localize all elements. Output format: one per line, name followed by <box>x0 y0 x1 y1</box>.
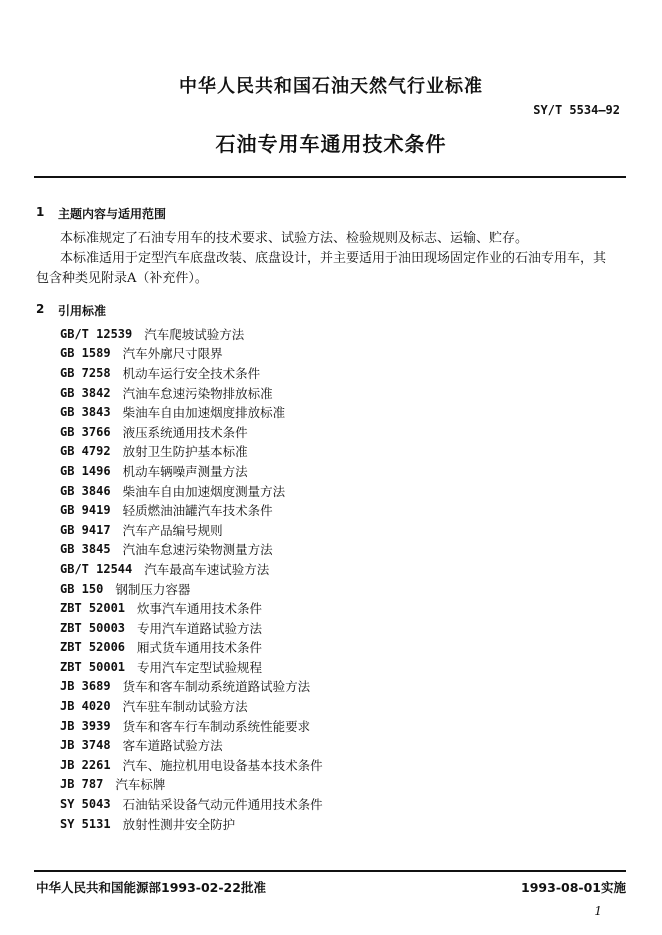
reference-title: 厢式货车通用技术条件 <box>137 640 263 656</box>
reference-title: 钢制压力容器 <box>115 581 191 597</box>
reference-code: JB 3939 <box>60 718 111 733</box>
reference-item <box>60 775 323 795</box>
reference-item <box>60 735 323 755</box>
reference-item <box>60 638 323 658</box>
reference-title: 货车和客车制动系统道路试验方法 <box>122 679 311 695</box>
reference-title: 汽车标牌 <box>115 777 166 793</box>
reference-title: 柴油车自由加速烟度排放标准 <box>122 405 286 421</box>
page-number: 1 <box>594 904 602 918</box>
reference-code: SY 5131 <box>60 816 111 831</box>
reference-item <box>60 520 323 540</box>
reference-title: 专用汽车道路试验方法 <box>137 620 263 636</box>
document-title: 石油专用车通用技术条件 <box>215 132 447 156</box>
reference-code: GB 9419 <box>60 503 111 518</box>
reference-code: JB 3748 <box>60 738 111 753</box>
reference-item <box>60 442 323 462</box>
reference-item <box>60 618 323 638</box>
reference-title: 柴油车自由加速烟度测量方法 <box>122 483 286 499</box>
reference-code: ZBT 50001 <box>60 659 126 674</box>
reference-code: JB 787 <box>60 777 104 792</box>
referenced-standards-list <box>60 324 323 833</box>
reference-item <box>60 344 323 364</box>
reference-title: 汽车爬坡试验方法 <box>144 326 245 342</box>
reference-item <box>60 696 323 716</box>
approval-statement: 中华人民共和国能源部1993-02-22批准 <box>36 880 266 895</box>
reference-code: GB/T 12544 <box>60 561 133 576</box>
reference-title: 放射卫生防护基本标准 <box>122 444 248 460</box>
reference-item <box>60 598 323 618</box>
reference-title: 客车道路试验方法 <box>122 738 223 754</box>
standard-code: SY/T 5534—92 <box>533 103 620 117</box>
reference-code: GB 9417 <box>60 522 111 537</box>
reference-title: 汽车、施拉机用电设备基本技术条件 <box>122 757 323 773</box>
reference-code: GB 1496 <box>60 463 111 478</box>
reference-code: ZBT 50003 <box>60 620 126 635</box>
section-1-number: 1 <box>36 205 45 219</box>
reference-code: GB/T 12539 <box>60 326 133 341</box>
reference-code: GB 3766 <box>60 424 111 439</box>
reference-code: GB 3846 <box>60 483 111 498</box>
issuing-organization: 中华人民共和国石油天然气行业标准 <box>179 76 483 97</box>
reference-item <box>60 500 323 520</box>
reference-item <box>60 540 323 560</box>
section-2-heading: 引用标准 <box>58 304 107 318</box>
footer-divider <box>34 870 626 872</box>
reference-item <box>60 579 323 599</box>
reference-title: 汽油车怠速污染物测量方法 <box>122 542 273 558</box>
reference-code: GB 4792 <box>60 444 111 459</box>
reference-code: JB 3689 <box>60 679 111 694</box>
reference-item <box>60 324 323 344</box>
reference-item <box>60 481 323 501</box>
reference-code: GB 3842 <box>60 385 111 400</box>
reference-item <box>60 794 323 814</box>
reference-code: GB 150 <box>60 581 104 596</box>
reference-title: 汽油车怠速污染物排放标准 <box>122 385 273 401</box>
reference-item <box>60 814 323 834</box>
reference-item <box>60 402 323 422</box>
section-2-number: 2 <box>36 302 45 316</box>
reference-item <box>60 657 323 677</box>
reference-code: GB 1589 <box>60 346 111 361</box>
effective-date: 1993-08-01实施 <box>521 880 626 895</box>
reference-title: 放射性测井安全防护 <box>122 816 236 832</box>
reference-title: 机动车辆噪声测量方法 <box>122 463 248 479</box>
section-1-paragraph-2-line-1: 本标准适用于定型汽车底盘改装、底盘设计，并主要适用于油田现场固定作业的石油专用车，其 <box>60 251 607 266</box>
reference-title: 汽车最高车速试验方法 <box>144 561 270 577</box>
reference-code: ZBT 52001 <box>60 601 126 616</box>
reference-item <box>60 559 323 579</box>
reference-item <box>60 363 323 383</box>
reference-title: 汽车外廓尺寸限界 <box>122 346 223 362</box>
reference-title: 炊事汽车通用技术条件 <box>137 601 263 617</box>
reference-title: 汽车驻车制动试验方法 <box>122 699 248 715</box>
section-1-heading: 主题内容与适用范围 <box>58 207 167 221</box>
reference-code: ZBT 52006 <box>60 640 126 655</box>
reference-title: 液压系统通用技术条件 <box>122 424 248 440</box>
reference-code: JB 4020 <box>60 699 111 714</box>
header-divider <box>34 176 626 178</box>
section-1-paragraph-2-line-2: 包含种类见附录A（补充件）。 <box>36 271 208 286</box>
reference-title: 汽车产品编号规则 <box>122 522 223 538</box>
reference-item <box>60 422 323 442</box>
reference-title: 轻质燃油油罐汽车技术条件 <box>122 503 273 519</box>
reference-item <box>60 716 323 736</box>
reference-title: 货车和客车行车制动系统性能要求 <box>122 718 311 734</box>
reference-code: GB 3843 <box>60 405 111 420</box>
reference-code: SY 5043 <box>60 797 111 812</box>
reference-title: 专用汽车定型试验规程 <box>137 659 263 675</box>
reference-item <box>60 677 323 697</box>
reference-item <box>60 383 323 403</box>
reference-title: 机动车运行安全技术条件 <box>122 365 261 381</box>
reference-code: GB 7258 <box>60 365 111 380</box>
reference-code: GB 3845 <box>60 542 111 557</box>
section-1-paragraph-1: 本标准规定了石油专用车的技术要求、试验方法、检验规则及标志、运输、贮存。 <box>60 231 529 246</box>
reference-title: 石油钻采设备气动元件通用技术条件 <box>122 797 323 813</box>
reference-item <box>60 461 323 481</box>
reference-code: JB 2261 <box>60 757 111 772</box>
reference-item <box>60 755 323 775</box>
